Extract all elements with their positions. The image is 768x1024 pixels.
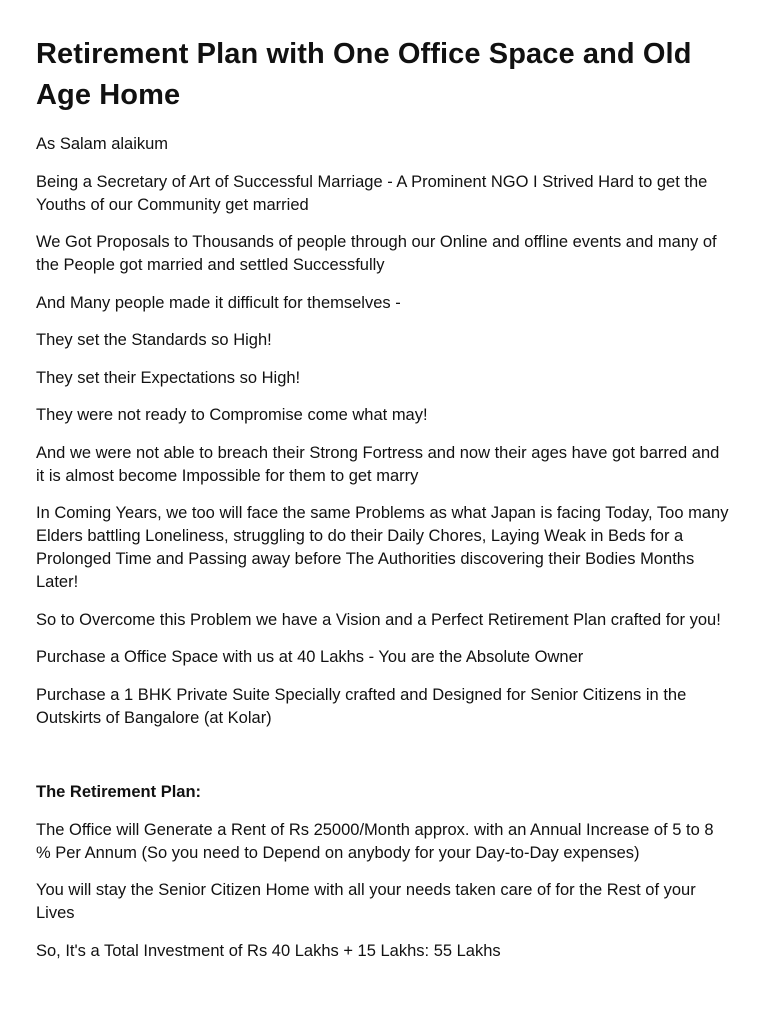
paragraph-difficult: And Many people made it difficult for themselves - — [36, 293, 401, 312]
paragraph-proposals: We Got Proposals to Thousands of people through our Online and offline events and many of the People got married and settled Successfully — [36, 233, 717, 274]
section-spacer — [36, 744, 732, 781]
paragraph-standards: They set the Standards so High! — [36, 331, 272, 349]
paragraph-compromise: They were not ready to Compromise come what may! — [36, 406, 428, 424]
paragraph-private-suite: Purchase a 1 BHK Private Suite Specially crafted and Designed for Senior Citizens in the Outskirts of Bangalore (at Kolar) — [36, 685, 687, 727]
paragraph-vision: So to Overcome this Problem we have a Vision and a Perfect Retirement Plan crafted for you! — [36, 610, 721, 629]
paragraph-fortress: And we were not able to breach their Strong Fortress and now their ages have got barred and it is almost become Impossible for them to get marry — [36, 443, 720, 485]
paragraph-intro: Being a Secretary of Art of Successful Marriage - A Prominent NGO I Strived Hard to get the Youths of our Community get married — [36, 172, 708, 214]
paragraph-expectations: They set their Expectations so High! — [36, 368, 301, 387]
paragraph-greeting: As Salam alaikum — [36, 135, 169, 153]
paragraph-total-investment: So, It's a Total Investment of Rs 40 Lakhs + 15 Lakhs: 55 Lakhs — [36, 941, 501, 960]
plan-heading: The Retirement Plan: — [36, 783, 202, 801]
paragraph-rent: The Office will Generate a Rent of Rs 25000/Month approx. with an Annual Increase of 5 to 8 % Per Annum (So you need to Depend on anybody for your Day-to-Day expenses) — [36, 820, 714, 862]
document-title: Retirement Plan with One Office Space and Old Age Home — [36, 38, 692, 111]
paragraph-japan: In Coming Years, we too will face the same Problems as what Japan is facing Today, Too many Elders battling Loneliness, struggling to do their Daily Chores, Laying Weak in Beds for a Prolonged Time and Passing away before The Authorities discovering their Bodies Months Later! — [36, 504, 729, 591]
paragraph-senior-home: You will stay the Senior Citizen Home with all your needs taken care of for the Rest of your Lives — [36, 881, 696, 922]
paragraph-office-space: Purchase a Office Space with us at 40 Lakhs - You are the Absolute Owner — [36, 648, 584, 666]
